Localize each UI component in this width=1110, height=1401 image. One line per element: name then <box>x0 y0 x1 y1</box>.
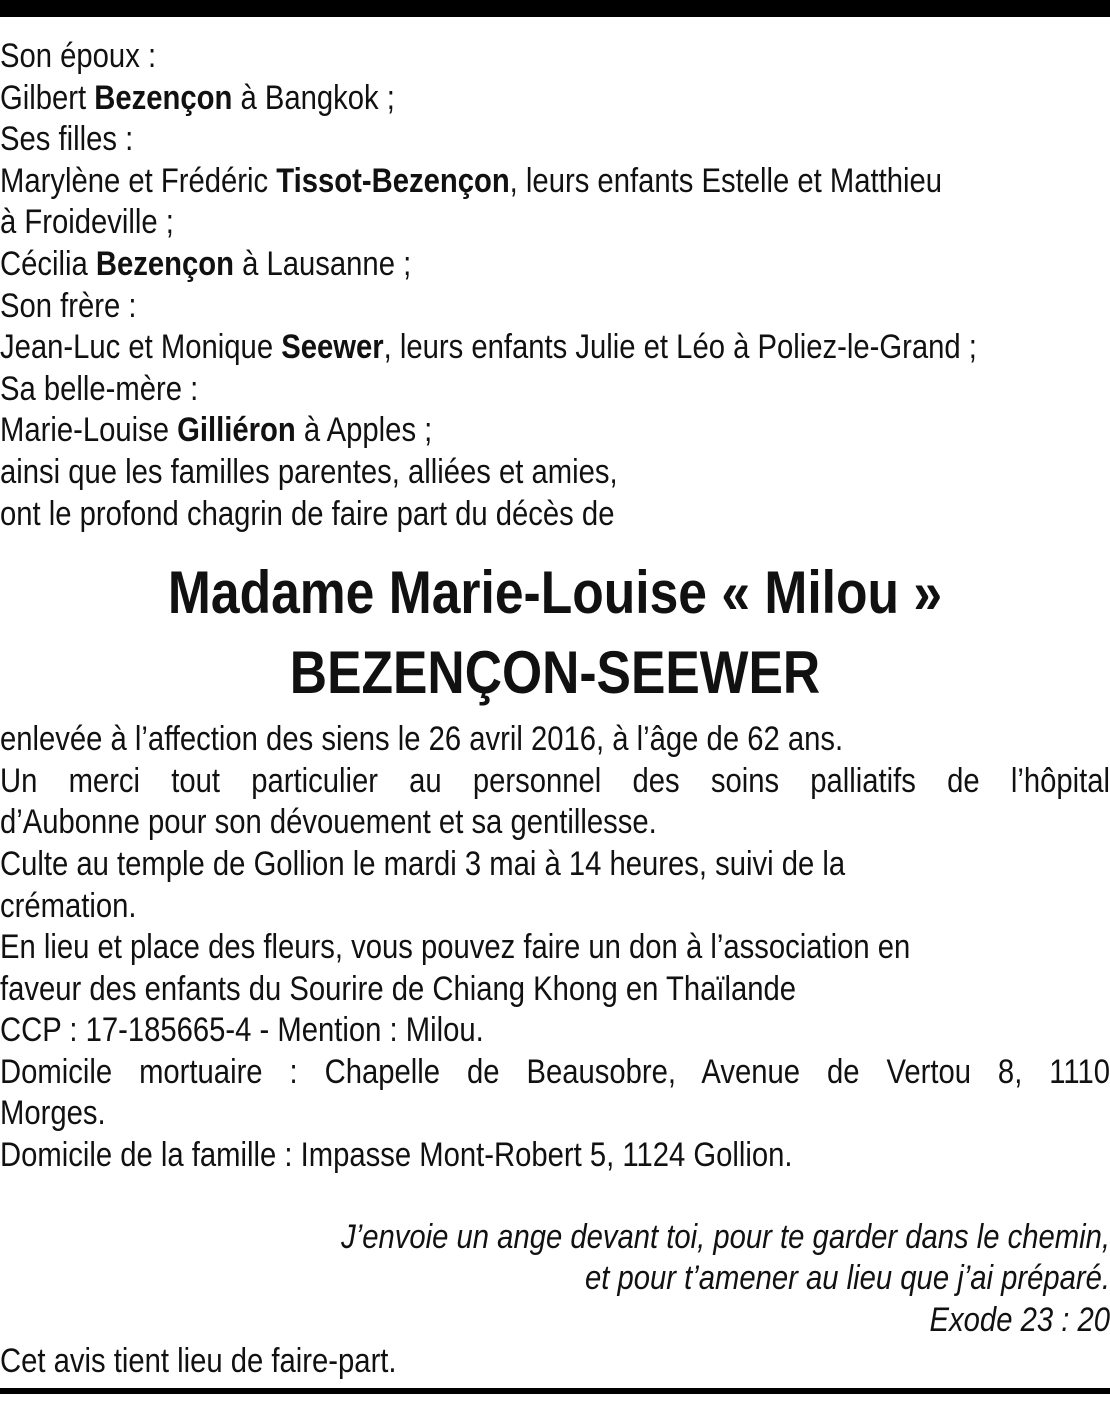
member-given-names: Gilbert <box>0 78 95 117</box>
body-line: Un merci tout particulier au personnel des soins palliatifs de l’hôpital <box>0 761 1110 800</box>
family-member-line <box>0 410 1107 452</box>
top-rule <box>0 0 1110 17</box>
family-member-line <box>0 78 1107 120</box>
closing-line: Cet avis tient lieu de faire-part. <box>0 1342 397 1381</box>
family-text-line: Sa belle-mère : <box>0 369 199 408</box>
family-text-line: ont le profond chagrin de faire part du décès de <box>0 494 615 533</box>
family-text-line: ainsi que les familles parentes, alliées et amies, <box>0 452 618 491</box>
member-surname: Tissot-Bezençon <box>276 161 510 200</box>
family-member-line <box>0 244 1107 286</box>
family-text-line: Son frère : <box>0 286 137 325</box>
bottom-rule <box>0 1388 1110 1394</box>
family-text-line: Ses filles : <box>0 120 134 159</box>
member-surname: Bezençon <box>95 244 234 283</box>
member-details: à Lausanne ; <box>233 244 412 283</box>
member-details: à Apples ; <box>295 411 433 450</box>
verse-line-1: J’envoie un ange devant toi, pour te garder dans le chemin, <box>341 1217 1110 1256</box>
member-details: à Bangkok ; <box>232 78 395 117</box>
body-line: enlevée à l’affection des siens le 26 avril 2016, à l’âge de 62 ans. <box>0 720 844 759</box>
body-line: faveur des enfants du Sourire de Chiang Khong en Thaïlande <box>0 969 797 1008</box>
body-line: d’Aubonne pour son dévouement et sa gentillesse. <box>0 803 657 842</box>
family-member-line <box>0 161 1107 203</box>
verse-reference: Exode 23 : 20 <box>929 1300 1110 1339</box>
family-member-line <box>0 327 1107 369</box>
member-given-names: Cécilia <box>0 244 96 283</box>
member-surname: Gilliéron <box>177 411 296 450</box>
verse-line-2: et pour t’amener au lieu que j’ai préparé. <box>584 1259 1110 1298</box>
deceased-name-line-1: Madame Marie-Louise « Milou » <box>167 559 943 627</box>
member-details: , leurs enfants Estelle et Matthieu <box>509 161 943 200</box>
member-given-names: Jean-Luc et Monique <box>0 328 282 367</box>
body-line: CCP : 17-185665-4 - Mention : Milou. <box>0 1011 484 1050</box>
obituary-notice <box>0 36 1110 1383</box>
family-text-line: à Froideville ; <box>0 203 174 242</box>
notice-body <box>0 719 1110 1177</box>
family-text-line: Son époux : <box>0 37 157 75</box>
body-line: En lieu et place des fleurs, vous pouvez faire un don à l’association en <box>0 928 911 967</box>
body-line: crémation. <box>0 886 137 925</box>
member-given-names: Marie-Louise <box>0 411 178 450</box>
deceased-name-line-2: BEZENÇON-SEEWER <box>289 639 821 707</box>
bible-verse <box>0 1217 1110 1342</box>
body-line: Morges. <box>0 1094 106 1133</box>
member-details: , leurs enfants Julie et Léo à Poliez-le-Grand ; <box>383 328 977 367</box>
body-line: Culte au temple de Gollion le mardi 3 mai à 14 heures, suivi de la <box>0 844 846 883</box>
deceased-name <box>0 553 1110 713</box>
member-surname: Bezençon <box>94 78 233 117</box>
family-list <box>0 36 1110 535</box>
member-given-names: Marylène et Frédéric <box>0 161 277 200</box>
body-line: Domicile mortuaire : Chapelle de Beausobre, Avenue de Vertou 8, 1110 <box>0 1052 1110 1091</box>
body-line: Domicile de la famille : Impasse Mont-Robert 5, 1124 Gollion. <box>0 1136 793 1175</box>
member-surname: Seewer <box>281 328 384 367</box>
